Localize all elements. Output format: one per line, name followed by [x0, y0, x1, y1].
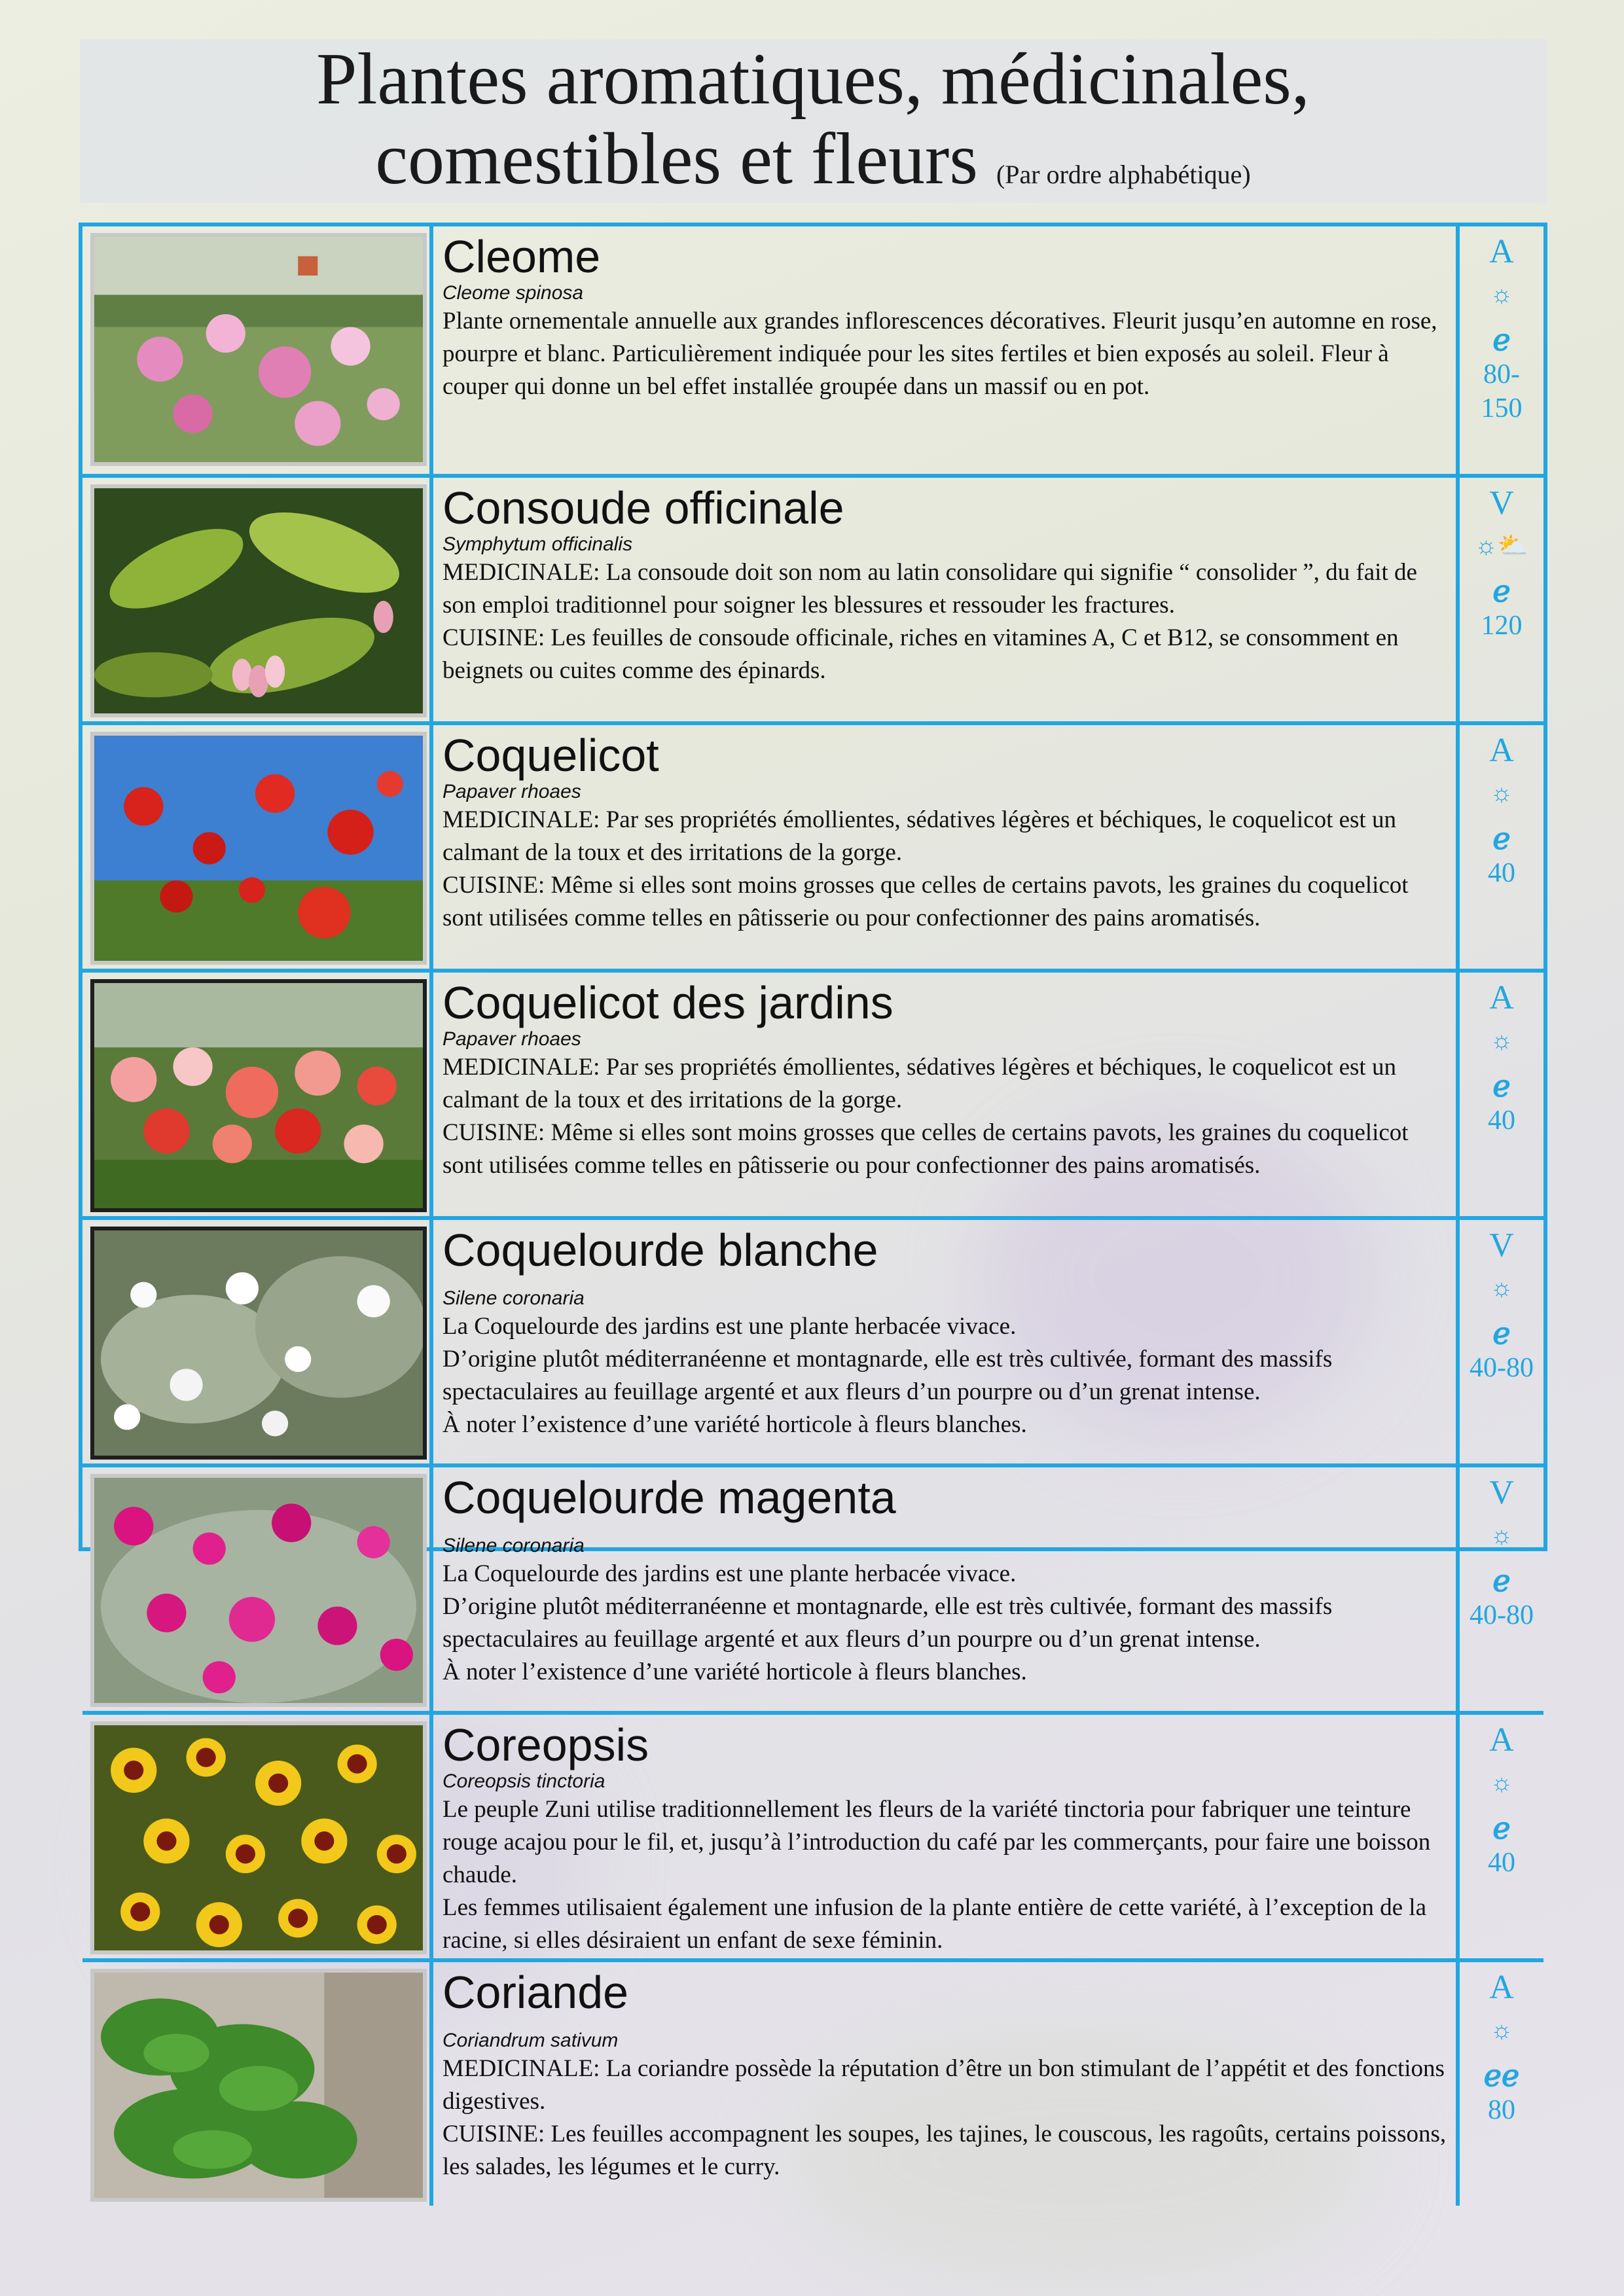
plant-name: Cleome	[442, 231, 601, 282]
plant-description	[442, 556, 1451, 687]
plant-description	[442, 1793, 1451, 1957]
plant-attributes	[1460, 1467, 1543, 1711]
plant-name: Coquelourde magenta	[442, 1472, 896, 1523]
sun-icon: ☼	[1490, 281, 1513, 308]
plant-height: 40	[1488, 1848, 1515, 1878]
page-title-line2-text: comestibles et fleurs	[375, 118, 978, 200]
plant-photo-coquelicot-des-jardins	[90, 979, 427, 1212]
description-paragraph: CUISINE: Même si elles sont moins grosses que celles de certains pavots, les graines du coquelicot sont utilisées comme telles en pâtisserie ou pour confectionner des pains aromatisés.	[442, 1119, 1409, 1179]
water-drop-icon: ℯ	[1492, 1564, 1511, 1598]
page-title-line2	[80, 119, 1546, 215]
plant-attributes	[1460, 1220, 1543, 1463]
plant-description	[442, 1310, 1451, 1441]
plant-height: 80	[1488, 2095, 1515, 2125]
column-divider	[429, 1467, 433, 1711]
plant-height: 40-80	[1470, 1353, 1534, 1383]
plant-info	[442, 1225, 1451, 1441]
plant-photo-coreopsis	[90, 1721, 427, 1954]
plant-attributes	[1460, 226, 1543, 474]
sun-icon: ☼	[1490, 2017, 1513, 2044]
plant-height: 40	[1488, 1105, 1515, 1136]
plant-row	[82, 969, 1543, 1216]
plant-row	[82, 226, 1543, 474]
page-header	[80, 39, 1546, 203]
plant-name: Consoude officinale	[442, 482, 844, 533]
water-drop-icon: ℯ	[1492, 323, 1511, 357]
plant-attributes	[1460, 973, 1543, 1216]
plant-info	[442, 1720, 1451, 1957]
page-title-line1: Plantes aromatiques, médicinales,	[316, 39, 1310, 120]
water-drop-icon: ℯ	[1492, 822, 1511, 855]
plant-row	[82, 1711, 1543, 1958]
plant-height: 120	[1481, 611, 1523, 641]
plant-row	[82, 721, 1543, 969]
column-divider	[429, 478, 433, 721]
sun-icon: ☼	[1490, 1027, 1513, 1054]
water-drop-double-icon: ℯℯ	[1483, 2059, 1520, 2092]
sun-icon: ☼	[1490, 1522, 1513, 1549]
plant-description	[442, 2053, 1451, 2183]
plant-info	[442, 232, 1451, 403]
plant-info	[442, 978, 1451, 1182]
plant-latin-name: Cleome spinosa	[442, 282, 584, 304]
plant-latin-name: Papaver rhoaes	[442, 781, 581, 802]
plant-photo-coriande	[90, 1969, 427, 2202]
plant-latin-name: Symphytum officinalis	[442, 533, 633, 555]
plant-height: 40-80	[1470, 1600, 1534, 1630]
plant-latin-name: Silene coronaria	[442, 1535, 585, 1556]
plant-latin-name: Coreopsis tinctoria	[442, 1770, 605, 1792]
description-paragraph: MEDICINALE: Par ses propriétés émollientes, sédatives légères et béchiques, le coquelicot est un calmant de la toux et des irritations de la gorge.	[442, 1054, 1396, 1113]
sun-icon: ☼	[1490, 1274, 1513, 1302]
plant-attributes	[1460, 1715, 1543, 1958]
description-paragraph: À noter l’existence d’une variété horticole à fleurs blanches.	[442, 1659, 1027, 1685]
column-divider	[429, 226, 433, 474]
plant-name: Coriande	[442, 1967, 629, 2018]
sun-cloud-icon: ☼⛅	[1474, 532, 1529, 560]
description-paragraph: CUISINE: Les feuilles de consoude officinale, riches en vitamines A, C et B12, se consomment en beignets ou cuites comme des épinards.	[442, 624, 1399, 684]
description-paragraph: La Coquelourde des jardins est une plante herbacée vivace.	[442, 1313, 1017, 1340]
description-paragraph: D’origine plutôt méditerranéenne et montagnarde, elle est très cultivée, formant des massifs spectaculaires au feuillage argenté et aux fleurs d’un pourpre ou d’un grenat intense.	[442, 1346, 1333, 1405]
column-divider	[429, 725, 433, 969]
description-paragraph: CUISINE: Les feuilles accompagnent les soupes, les tajines, le couscous, les ragoûts, certains poissons, les salades, les légumes et le curry.	[442, 2121, 1447, 2180]
plant-latin-name: Papaver rhoaes	[442, 1028, 581, 1050]
plant-photo-consoude	[90, 484, 427, 717]
plant-latin-name: Silene coronaria	[442, 1287, 585, 1309]
plant-row	[82, 474, 1543, 721]
plant-photo-coquelourde-blanche	[90, 1227, 427, 1460]
plant-description	[442, 305, 1451, 403]
description-paragraph: Le peuple Zuni utilise traditionnellement les fleurs de la variété tinctoria pour fabriquer une teinture rouge acajou pour le fil, et, jusqu’à l’introduction du café par les commerçants, pour faire une boisson chaude.	[442, 1796, 1431, 1888]
plant-name: Coquelicot	[442, 730, 659, 781]
plant-cycle-type: V	[1489, 1474, 1514, 1511]
description-paragraph: Plante ornementale annuelle aux grandes inflorescences décoratives. Fleurit jusqu’en automne en rose, pourpre et blanc. Particulièrement indiquée pour les sites fertiles et bien exposés au soleil. Fleur à couper qui donne un bel effet installée groupée dans un massif ou en pot.	[442, 308, 1437, 400]
description-paragraph: MEDICINALE: La consoude doit son nom au latin consolidare qui signifie “ consolider ”, du fait de son emploi traditionnel pour soigner les blessures et ressouder les fractures.	[442, 559, 1417, 619]
plant-attributes	[1460, 725, 1543, 969]
plant-cycle-type: A	[1489, 732, 1514, 769]
plant-cycle-type: A	[1489, 979, 1514, 1016]
page-subtitle: (Par ordre alphabétique)	[996, 160, 1251, 189]
plant-photo-coquelourde-magenta	[90, 1474, 427, 1707]
plant-photo-coquelicot	[90, 732, 427, 965]
plant-cycle-type: V	[1489, 484, 1514, 522]
sun-icon: ☼	[1490, 1769, 1513, 1797]
plant-row	[82, 1958, 1543, 2206]
plant-description	[442, 1558, 1451, 1689]
water-drop-icon: ℯ	[1492, 1812, 1511, 1845]
description-paragraph: D’origine plutôt méditerranéenne et montagnarde, elle est très cultivée, formant des massifs spectaculaires au feuillage argenté et aux fleurs d’un pourpre ou d’un grenat intense.	[442, 1593, 1333, 1653]
plant-attributes	[1460, 1962, 1543, 2206]
description-paragraph: MEDICINALE: Par ses propriétés émollientes, sédatives légères et béchiques, le coquelicot est un calmant de la toux et des irritations de la gorge.	[442, 806, 1396, 866]
water-drop-icon: ℯ	[1492, 1317, 1511, 1350]
plant-height: 80- 150	[1481, 359, 1523, 423]
plant-info	[442, 483, 1451, 687]
plant-latin-name: Coriandrum sativum	[442, 2030, 619, 2051]
plant-cycle-type: A	[1489, 1969, 1514, 2006]
water-drop-icon: ℯ	[1492, 575, 1511, 608]
plant-cycle-type: A	[1489, 233, 1514, 270]
plant-cycle-type: V	[1489, 1227, 1514, 1264]
description-paragraph: La Coquelourde des jardins est une plante herbacée vivace.	[442, 1560, 1017, 1587]
plant-photo-cleome	[90, 233, 427, 466]
sun-icon: ☼	[1490, 780, 1513, 807]
plant-info	[442, 730, 1451, 935]
plant-row	[82, 1463, 1543, 1711]
plant-row	[82, 1216, 1543, 1463]
plant-table	[79, 223, 1547, 2180]
plant-name: Coquelourde blanche	[442, 1225, 878, 1276]
column-divider	[429, 1715, 433, 1958]
description-paragraph: À noter l’existence d’une variété horticole à fleurs blanches.	[442, 1411, 1027, 1438]
plant-info	[442, 1473, 1451, 1689]
plant-attributes	[1460, 478, 1543, 721]
water-drop-icon: ℯ	[1492, 1069, 1511, 1103]
column-divider	[429, 1220, 433, 1463]
column-divider	[429, 973, 433, 1216]
plant-description	[442, 1051, 1451, 1182]
plant-info	[442, 1967, 1451, 2183]
plant-description	[442, 804, 1451, 935]
description-paragraph: Les femmes utilisaient également une infusion de la plante entière de cette variété, à l’exception de la racine, si elles désiraient un enfant de sexe féminin.	[442, 1894, 1426, 1954]
description-paragraph: CUISINE: Même si elles sont moins grosses que celles de certains pavots, les graines du coquelicot sont utilisées comme telles en pâtisserie ou pour confectionner des pains aromatisés.	[442, 872, 1409, 931]
plant-name: Coquelicot des jardins	[442, 977, 893, 1028]
plant-cycle-type: A	[1489, 1721, 1514, 1759]
plant-name: Coreopsis	[442, 1719, 649, 1770]
column-divider	[429, 1962, 433, 2206]
plant-height: 40	[1488, 858, 1515, 888]
description-paragraph: MEDICINALE: La coriandre possède la réputation d’être un bon stimulant de l’appétit et des fonctions digestives.	[442, 2055, 1445, 2115]
